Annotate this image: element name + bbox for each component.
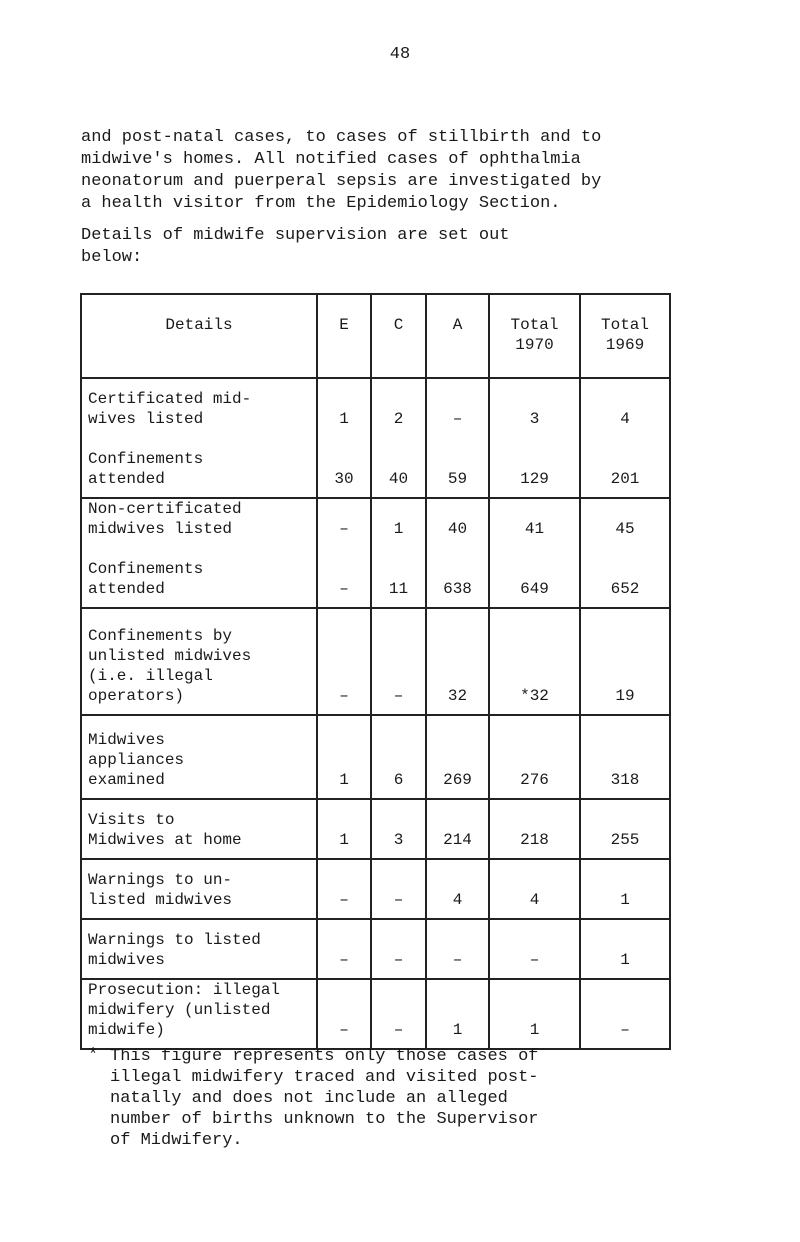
row-label-cell [81,378,317,498]
row-value: 40 [388,470,409,488]
row-value: 1 [529,1021,540,1039]
row-value: 45 [615,520,635,538]
row-value: 1 [339,410,349,428]
line-spacer [585,539,665,559]
row-label-cell [81,919,317,979]
row-value-cell [317,498,371,608]
line-spacer [494,539,575,559]
table-row [81,498,670,608]
line-spacer [88,429,312,449]
row-value: 638 [443,580,472,598]
line-spacer [431,539,484,559]
row-value: 19 [615,687,635,705]
row-value: – [339,1021,349,1039]
row-value: 4 [620,410,630,428]
row-label-cell [81,979,317,1049]
line-spacer [322,539,366,559]
row-value-cell [580,979,670,1049]
row-value-cell [426,378,489,498]
row-value: – [393,687,404,705]
row-value: – [393,1021,404,1039]
header-total-1970: Total 1970 [489,294,580,378]
table-row [81,919,670,979]
row-label: Confinements by unlisted midwives (i.e. illegal operators) [88,627,252,705]
row-value: 40 [447,520,468,538]
row-label: Non-certificated midwives listed [88,500,242,538]
row-value-cell [371,979,426,1049]
header-c: C [371,294,426,378]
row-value: 318 [610,771,640,789]
row-value-cell [580,919,670,979]
row-value: – [339,891,349,909]
row-label: Confinements attended [88,560,204,598]
row-label: Warnings to un- listed midwives [88,871,233,909]
row-value-cell [317,378,371,498]
row-value-cell [371,378,426,498]
row-value-cell [489,979,580,1049]
row-label: Confinements attended [88,450,204,488]
row-label-cell [81,799,317,859]
table-row [81,859,670,919]
row-value: 41 [524,520,545,538]
header-e: E [317,294,371,378]
row-value: – [339,687,349,705]
line-spacer [322,429,366,449]
footnote-marker: * [88,1046,99,1065]
row-value-cell [317,919,371,979]
row-value-cell [317,608,371,715]
header-total-1969: Total 1969 [580,294,670,378]
row-value-cell [580,498,670,608]
row-value-cell [580,715,670,799]
row-value-cell [426,608,489,715]
table-row [81,378,670,498]
row-value: – [529,951,540,969]
row-label: Midwives appliances examined [88,731,185,789]
row-value: 269 [443,771,472,789]
row-value-cell [317,799,371,859]
row-value: 4 [529,891,540,909]
header-a: A [426,294,489,378]
row-label-cell [81,498,317,608]
table-row [81,608,670,715]
row-value: 11 [388,580,409,598]
row-value-cell [371,859,426,919]
row-label-cell [81,608,317,715]
row-value: – [339,580,349,598]
row-value: 1 [620,891,630,909]
row-value-cell [489,608,580,715]
row-value-cell [489,859,580,919]
row-value: 218 [520,831,549,849]
table-row [81,799,670,859]
row-value-cell [371,608,426,715]
row-value: 2 [393,410,404,428]
row-value: 3 [529,410,540,428]
row-value: 276 [520,771,549,789]
row-value: 1 [393,520,404,538]
table-row [81,979,670,1049]
row-value: – [452,410,463,428]
row-value: 6 [393,771,404,789]
row-value-cell [489,799,580,859]
intro-paragraph: and post-natal cases, to cases of stillbirth and to midwive's homes. All notified cases of ophthalmia neonatorum and puerperal sepsis are investigated by a health visitor from the Epidemiology Section. [81,128,602,213]
table-body [81,378,670,1049]
row-value-cell [426,979,489,1049]
row-value-cell [317,715,371,799]
row-value: 59 [447,470,468,488]
line-spacer [376,429,421,449]
row-value-cell [426,799,489,859]
line-spacer [494,429,575,449]
row-value: 649 [520,580,549,598]
row-value-cell [426,919,489,979]
row-value: – [339,951,349,969]
intro-paragraph-details: Details of midwife supervision are set out below: [81,226,510,267]
row-label-cell [81,715,317,799]
footnote-text: This figure represents only those cases of illegal midwifery traced and visited post- natally and does not include an alleged number of births unknown to the Supervisor of Midwifery. [110,1047,539,1150]
row-value: – [452,951,463,969]
row-label: Warnings to listed midwives [88,931,261,969]
row-label: Certificated mid- wives listed [88,390,252,428]
row-value-cell [489,919,580,979]
midwife-supervision-table [80,293,671,1050]
row-value-cell [580,608,670,715]
row-label: Visits to Midwives at home [88,811,242,849]
row-value: 1 [339,831,349,849]
row-value-cell [371,715,426,799]
row-value-cell [371,919,426,979]
row-value-cell [489,378,580,498]
row-value: 3 [393,831,404,849]
row-value: – [620,1021,630,1039]
row-value: 652 [610,580,640,598]
page-number: 48 [389,45,411,64]
row-value-cell [489,715,580,799]
row-value: 4 [452,891,463,909]
row-value: – [393,891,404,909]
row-label: Prosecution: illegal midwifery (unlisted midwife) [88,981,281,1039]
row-value: 1 [620,951,630,969]
row-value: 255 [610,831,640,849]
row-value: 1 [339,771,349,789]
line-spacer [431,429,484,449]
row-label-cell [81,859,317,919]
row-value-cell [426,498,489,608]
row-value-cell [580,799,670,859]
row-value: – [339,520,349,538]
line-spacer [585,429,665,449]
row-value: *32 [520,687,549,705]
row-value-cell [426,859,489,919]
row-value: – [393,951,404,969]
row-value-cell [580,378,670,498]
line-spacer [88,539,312,559]
line-spacer [376,539,421,559]
row-value: 1 [452,1021,463,1039]
row-value: 129 [520,470,549,488]
row-value: 30 [334,470,354,488]
row-value-cell [317,859,371,919]
table-row [81,715,670,799]
header-details: Details [81,294,317,378]
row-value-cell [489,498,580,608]
row-value-cell [371,799,426,859]
row-value-cell [580,859,670,919]
row-value: 201 [610,470,640,488]
row-value: 32 [447,687,468,705]
row-value-cell [426,715,489,799]
row-value-cell [317,979,371,1049]
row-value: 214 [443,831,472,849]
row-value-cell [371,498,426,608]
table-header-row [81,294,670,378]
